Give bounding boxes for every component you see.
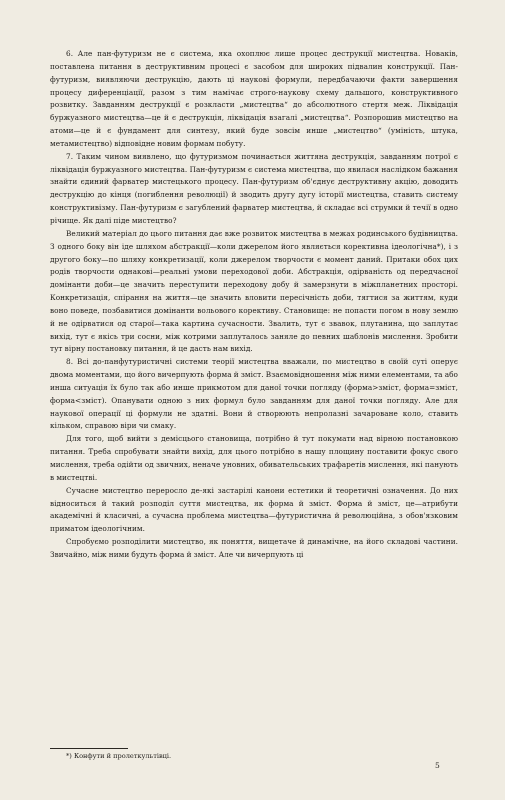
paragraph-material: Великий матеріал до цього питання дає вже розвиток мистецтва в межах родинського будівництва. З одного боку він іде шляхом абстракції—коли джерелом його являється корективна ідеологічна*), і з другого боку—по шляху конкретизації, коли джерелом творчости є момент даний. Притаки обох цих родів творчости однакові—реальні умови переходової доби. Абстракція, одірваність од передчасної домінанти доби—це значить переступити переходову добу й замерзнути в міжпланетних просторі. Конкретизація, спірання на життя—це значить вловити пересічність доби, тягтися за життям, куди воно поведе, позбавитися домінанти вольового корективу. Становище: не попасти погом в нову землю й не одірватися од старої—така картина сучасности. Звалить, тут є звавок, плутанина, що заплутає вихід, тут є якісь три сосни, між котрими заплуталось заняле до певних шаблонів мислення. Зробити тут вірну постановку питання, й це дасть нам вихід. — [50, 228, 458, 354]
paragraph-question: Для того, щоб вийти з демісцього становища, потрібно й тут покумати над вірною постановкою питання. Треба спробувати знайти вихід, для цього потрібно в нашу площину поставити фокус свого мислення, треба одійти од звичних, неначе уновних, обивательських трафаретів мислення, які панують в мистецтві. — [50, 434, 458, 482]
footnote-divider — [50, 748, 128, 749]
paragraph-modern-art: Сучасне мистецтво переросло де-які застарілі канони естетики й теоретичні означення. До них відноситься й такий розподіл суття мистецтва, як форма й зміст. Форма й зміст, це—атрибути академічні й класичні, а сучасна проблема мистецтва—футуристична й революційна, з обов'язковим приматом ідеологічним. — [50, 485, 458, 534]
paragraph-6: 6. Але пан-футуризм не є система, яка охоплює лише процес деструкції мистецтва. Новаків, поставлена питання в деструктивним процесі є засобом для широких підвалин конструкції. Пан-футуризм, виявляючи деструкцію, дають ці наукові формули, передбачаючи факти завершення процесу диференціації, разом з тим намічає строго-наукову схему дальшого, конструктивного розвитку. Завданням деструкції є розкласти „мистецтва“ до абсолютного стертя меж. Ліквідація буржуазного мистецтва—це й є деструкція, ліквідація взагалі „мистецтва“. Розпорошив мистецтво на атоми—це й є фундамент для синтезу, який буде зовсім инше „мистецтво“ (уміність, штука, метамистецтво) відповідне новим формам побуту. — [50, 49, 458, 148]
paragraph-7: 7. Таким чином виявлено, що футуризмом починається життяна деструкція, завданням потрої є ліквідація буржуазного мистецтва. Пан-футуризм є система мистецтва, що явилася наслідком бажання знайти єдиний фарватер мистецького процесу. Пан-футуризм об'єднує деструктивну акцію, доводить деструкцію до кінця (погиблення революції) й зводить другу дугу історії мистецтва, ставить систему конструктивізму. Пан-футуризм є загублений фарватер мистецтва, й складає всі струмки й течії в одно річище. Як далі піде мистецтво? — [50, 151, 458, 225]
footnote: *) Конфути й пролеткультівці. — [66, 752, 172, 760]
paragraph-8: 8. Всі до-панфутуристичні системи теорії мистецтва вважали, по мистецтво в своїй суті оперує двома моментами, що його вичерпують форма й зміст. Взаємовідношення між ними елементами, та або инша ситуація їх було так або инше прикмотом для даної точки погляду (форма>зміст, форма=зміст, форма<зміст). Опанувати одною з них формул було завданням для даної точки погляду. Але для наукової операції ці формули не здатні. Вони й створюють непролазні зачароване коло, ставить кільком, справою віри чи смаку. — [50, 357, 458, 431]
paragraph-components: Спробуємо розподілити мистецтво, як поняття, вищетаче й динамічне, на його складові частини. Звичайно, між ними будуть форма й зміст. Але чи вичерпують ці — [50, 537, 458, 559]
body-text — [50, 48, 458, 562]
page-number: 5 — [435, 761, 440, 770]
